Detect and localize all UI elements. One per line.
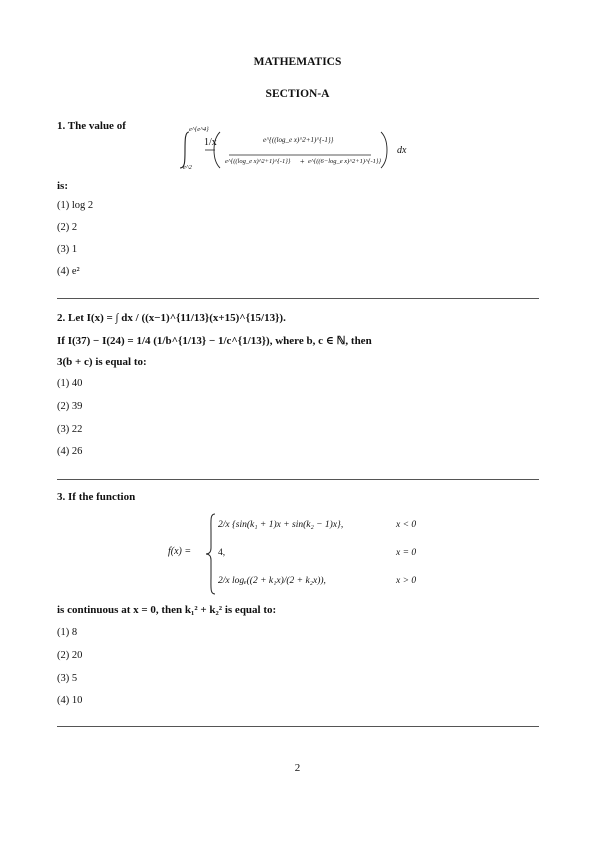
q1-option-2: (2) 2 (57, 222, 78, 233)
q1-integral-expression (175, 126, 415, 174)
q2-line3: 3(b + c) is equal to: (57, 356, 147, 368)
q2-option-3: (3) 22 (57, 424, 83, 435)
q3-fx-label: f(x) = (168, 546, 192, 557)
q3-condition-2: x = 0 (396, 548, 417, 558)
subject-title: MATHEMATICS (253, 56, 342, 68)
page-number: 2 (294, 762, 301, 774)
q2-option-2: (2) 39 (57, 401, 83, 412)
section-title: SECTION-A (265, 88, 330, 100)
q2-line1: 2. Let I(x) = ∫ dx / ((x−1)^{11/13}(x+15)^{15/13}). (57, 312, 286, 324)
q3-option-4: (4) 10 (57, 695, 83, 706)
q3-case-1: 2/x {sin(k₁ + 1)x + sin(k₂ − 1)x}, (218, 520, 344, 530)
divider-2 (57, 479, 539, 480)
q1-plus-sign: + (300, 157, 305, 166)
q3-title: 3. If the function (57, 491, 136, 503)
q3-left-brace (205, 512, 217, 596)
q1-denominator-term-a: e^{((log_e x)^2+1)^{-1}} (225, 158, 291, 165)
q3-case-2: 4, (218, 548, 226, 558)
q1-denominator-term-b: e^{((6−log_e x)^2+1)^{-1}} (308, 158, 382, 165)
divider-3 (57, 726, 539, 727)
q1-title: 1. The value of (57, 120, 126, 132)
q1-upper-limit: e^{e^4} (189, 126, 209, 133)
q3-option-2: (2) 20 (57, 650, 83, 661)
q1-dx: dx (397, 145, 407, 156)
q2-option-1: (1) 40 (57, 378, 83, 389)
q3-case-3: 2/x logₑ((2 + k₁x)/(2 + k₂x)), (218, 576, 326, 586)
q2-line2: If I(37) − I(24) = 1/4 (1/b^{1/13} − 1/c^{1/13}), where b, c ∈ ℕ, then (57, 335, 372, 347)
q3-option-1: (1) 8 (57, 627, 78, 638)
q2-option-4: (4) 26 (57, 446, 83, 457)
q1-option-1: (1) log 2 (57, 200, 94, 211)
q3-option-3: (3) 5 (57, 673, 78, 684)
q1-option-4: (4) e² (57, 266, 80, 277)
q3-piecewise-function (168, 512, 448, 596)
q1-tail: is: (57, 180, 68, 192)
q1-lower-limit: e^2 (183, 164, 192, 171)
q3-line2: is continuous at x = 0, then k₁² + k₂² is equal to: (57, 604, 277, 616)
q3-condition-1: x < 0 (396, 520, 417, 530)
divider-1 (57, 298, 539, 299)
q1-one-over-x: 1/x (204, 137, 217, 148)
q3-condition-3: x > 0 (396, 576, 417, 586)
q1-integral-graphic (175, 126, 415, 174)
q1-fraction-numerator: e^{((log_e x)^2+1)^{-1}} (263, 136, 334, 144)
q1-option-3: (3) 1 (57, 244, 78, 255)
